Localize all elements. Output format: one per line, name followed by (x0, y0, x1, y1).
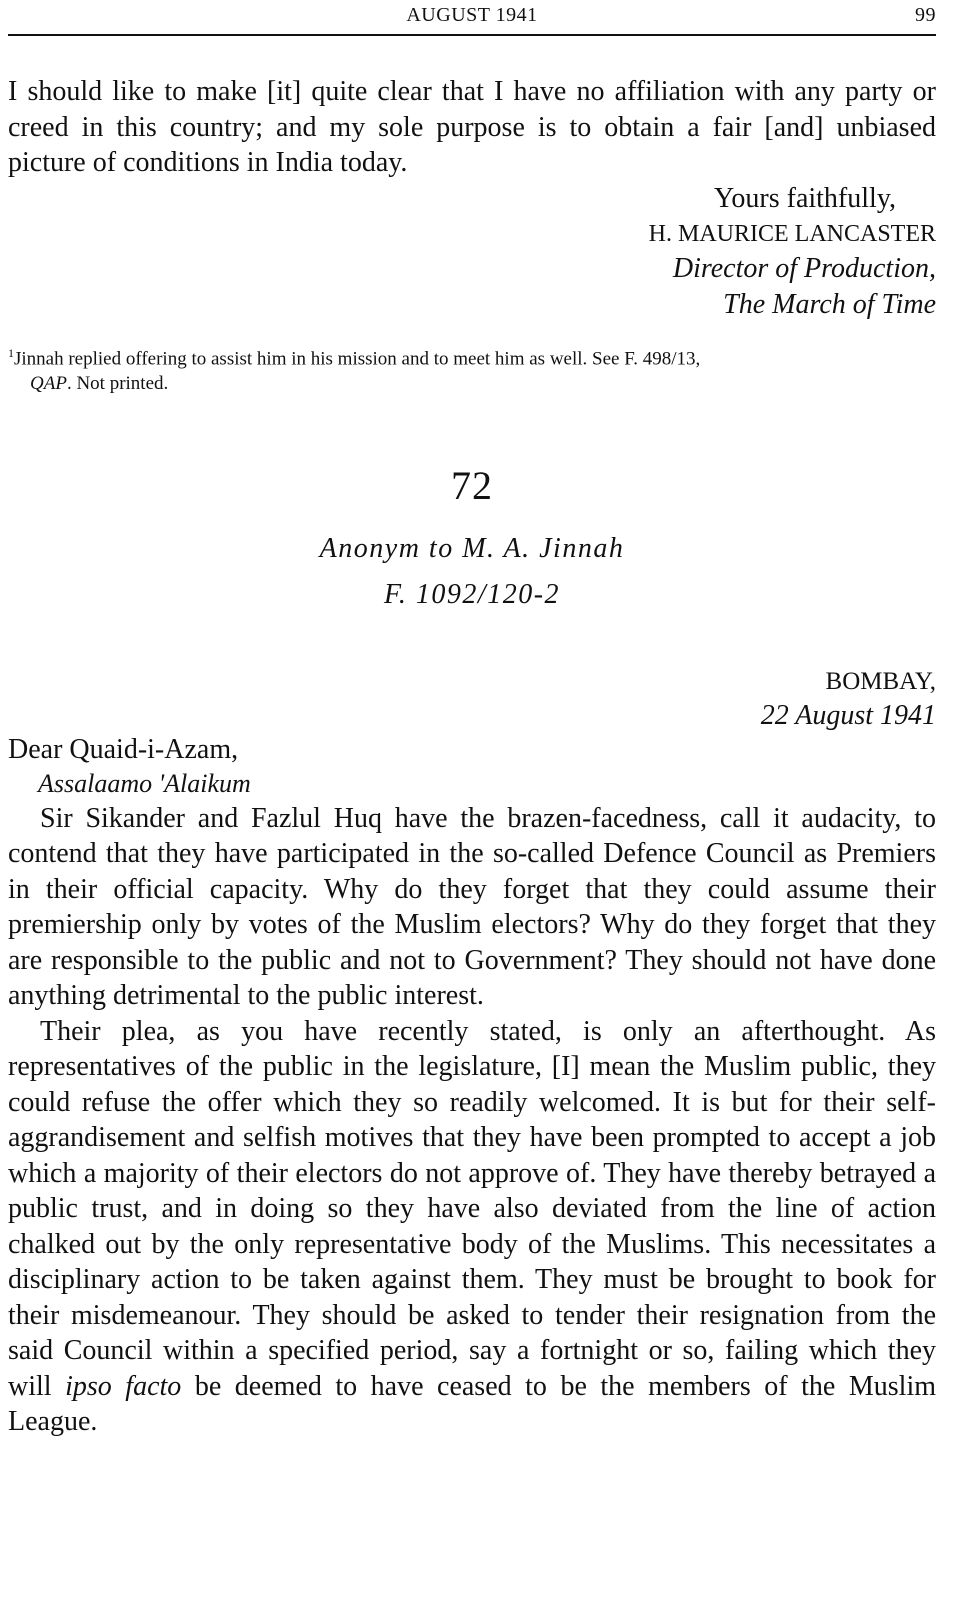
letter-paragraph-1: Sir Sikander and Fazlul Huq have the brazen-facedness, call it audacity, to contend that they have participated in the so-called Defence Council as Premiers in their official capacity. Why do they forget that they could assume their premiership only by votes of the Muslim electors? Why do they forget that they are responsible to the public and not to Government? They should not have done anything detrimental to the public interest. (8, 802, 936, 1012)
signatory-name: H. MAURICE LANCASTER (648, 220, 936, 247)
document-number: 72 (451, 462, 493, 508)
greeting: Assalaamo 'Alaikum (38, 768, 251, 798)
dateline (8, 665, 936, 733)
page-number: 99 (915, 4, 936, 26)
book-page (8, 0, 936, 1440)
footnote-text-line2: . Not printed. (66, 372, 169, 394)
letter-paragraph-2-italic: ipso facto (65, 1370, 182, 1402)
footnote-marker: 1 (8, 345, 14, 360)
previous-letter-closing-paragraph: I should like to make [it] quite clear that I have no affiliation with any party or creed in this country; and my sole purpose is to obtain a fair [and] unbiased picture of conditions in India today. (8, 76, 936, 178)
signature-block (8, 181, 936, 323)
signatory-title: Director of Production, (672, 252, 936, 284)
dateline-date: 22 August 1941 (760, 699, 936, 731)
letter-paragraph-2 (8, 1014, 936, 1440)
running-head-title: AUGUST 1941 (406, 4, 538, 26)
letter-paragraph-2-part1: Their plea, as you have recently stated, is only an afterthought. As representatives of the public in the legislature, [I] mean the Muslim public, they could refuse the offer which they so readily welcomed. It is but for their self-aggrandisement and selfish motives that they have been prompted to accept a job which a majority of their electors do not approve of. They have thereby betrayed a public trust, and in doing so they have also deviated from the line of action chalked out by the only representative body of the Muslims. This necessitates a disciplinary action to be taken against them. They must be brought to book for their misdemeanour. They should be asked to tender their resignation from the said Council within a specified period, say a fortnight or so, failing which they will (8, 1015, 936, 1402)
signatory-organization: The March of Time (723, 288, 936, 320)
salutation: Dear Quaid-i-Azam, (8, 733, 239, 765)
footnote-reference: QAP (30, 372, 67, 394)
valediction: Yours faithfully, (713, 182, 896, 214)
document-file-reference: F. 1092/120-2 (383, 578, 561, 610)
letter-paragraph-2-part2: be deemed to have ceased to be the members of the Muslim League. (8, 1370, 937, 1438)
dateline-place: BOMBAY, (825, 667, 936, 695)
footnote (8, 341, 936, 396)
document-heading: Anonym to M. A. Jinnah (319, 532, 625, 564)
running-header (8, 0, 936, 34)
footnote-text-line1: Jinnah replied offering to assist him in his mission and to meet him as well. See F. 498/13, (14, 347, 701, 369)
